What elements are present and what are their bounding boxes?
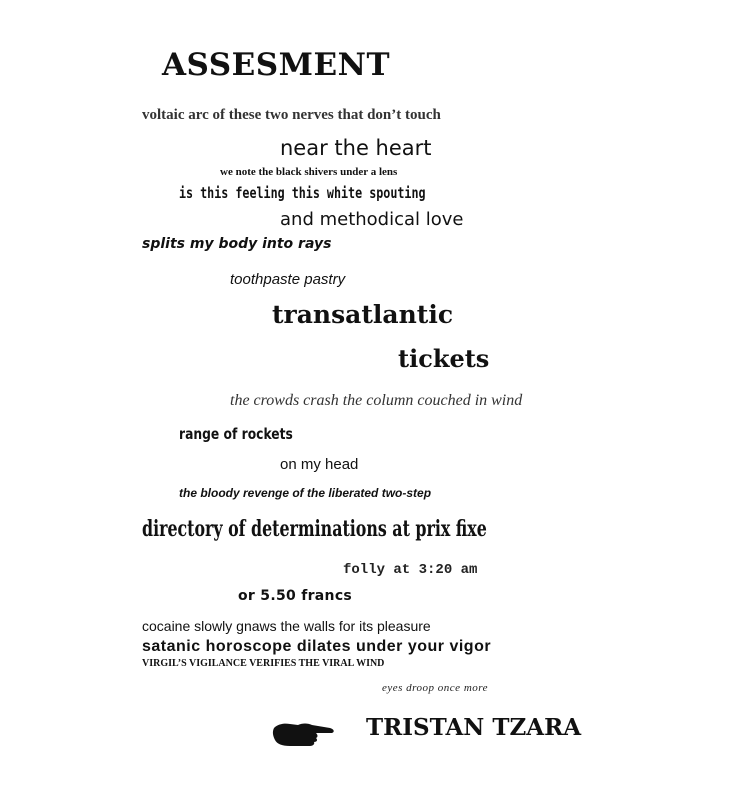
poem-line: tickets — [398, 344, 490, 373]
poem-line: toothpaste pastry — [230, 271, 346, 288]
author-signature: TRISTAN TZARA — [366, 714, 582, 741]
poem-line: voltaic arc of these two nerves that don’t touch — [142, 107, 441, 123]
poem-line: directory of determinations at prix fixe — [142, 516, 487, 542]
poem-line: splits my body into rays — [142, 236, 332, 252]
poem-line: is this feeling this white spouting — [179, 184, 426, 202]
poem-line: the crowds crash the column couched in wind — [230, 392, 523, 409]
pointing-hand-icon — [272, 720, 336, 748]
poem-line: and methodical love — [280, 209, 464, 230]
poem-line: the bloody revenge of the liberated two-step — [179, 486, 432, 500]
poem-line: transatlantic — [272, 300, 454, 329]
poem-line: range of rockets — [179, 425, 293, 443]
poem-title: ASSESMENT — [162, 47, 391, 83]
poem-line: VIRGIL’S VIGILANCE VERIFIES THE VIRAL WIND — [142, 658, 385, 669]
poem-line: near the heart — [280, 136, 432, 160]
poem-line: satanic horoscope dilates under your vigor — [142, 638, 492, 655]
poem-line: eyes droop once more — [382, 682, 489, 694]
poem-line: or 5.50 francs — [238, 588, 353, 604]
poem-line: on my head — [280, 456, 359, 473]
poem-line: cocaine slowly gnaws the walls for its pleasure — [142, 618, 431, 634]
poem-line: folly at 3:20 am — [343, 562, 478, 578]
poem-line: we note the black shivers under a lens — [220, 166, 398, 178]
